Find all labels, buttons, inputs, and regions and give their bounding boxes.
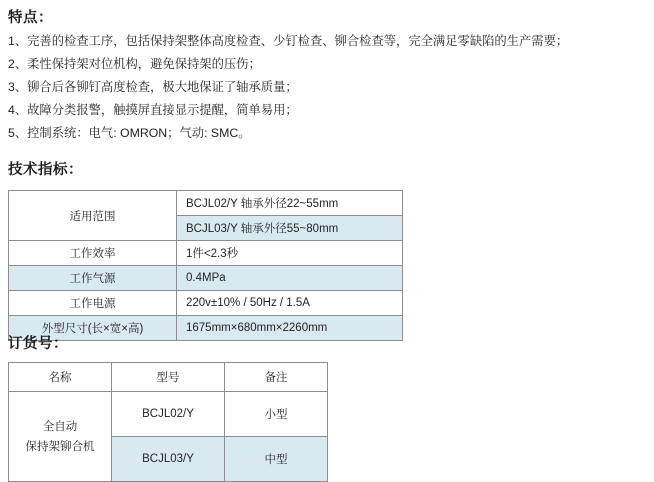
- spec-value: 1675mm×680mm×2260mm: [177, 316, 403, 341]
- spec-value: 0.4MPa: [177, 266, 403, 291]
- table-row: [9, 392, 328, 437]
- remark-cell: 小型: [225, 392, 328, 437]
- list-item: 5、控制系统：电气: OMRON；气动: SMC。: [8, 126, 251, 140]
- model-cell: BCJL03/Y: [112, 437, 225, 482]
- table-row: [9, 241, 403, 266]
- specifications-table: [8, 190, 403, 341]
- list-item: 3、铆合后各铆钉高度检查，极大地保证了轴承质量；: [8, 80, 298, 94]
- column-header-model: 型号: [112, 363, 225, 392]
- table-header-row: [9, 363, 328, 392]
- column-header-name: 名称: [9, 363, 112, 392]
- specs-heading: 技术指标：: [8, 162, 83, 178]
- features-heading: 特点：: [8, 10, 53, 26]
- table-row: [9, 266, 403, 291]
- list-item: 1、完善的检查工序，包括保持架整体高度检查、少钉检查、铆合检查等，完全满足零缺陷的生产需要；: [8, 34, 569, 48]
- features-list: [8, 30, 648, 145]
- spec-label: 外型尺寸(长×宽×高): [9, 316, 177, 341]
- list-item: 2、柔性保持架对位机构，避免保持架的压伤；: [8, 57, 261, 71]
- spec-value: BCJL02/Y 轴承外径22~55mm: [177, 191, 403, 216]
- spec-value: 1件<2.3秒: [177, 241, 403, 266]
- table-row: [9, 291, 403, 316]
- spec-label: 工作效率: [9, 241, 177, 266]
- list-item: 4、故障分类报警，触摸屏直接显示提醒，简单易用；: [8, 103, 298, 117]
- order-heading: 订货号：: [8, 336, 68, 352]
- model-cell: BCJL02/Y: [112, 392, 225, 437]
- remark-cell: 中型: [225, 437, 328, 482]
- spec-label: 工作气源: [9, 266, 177, 291]
- spec-value: 220v±10% / 50Hz / 1.5A: [177, 291, 403, 316]
- spec-label: 适用范围: [9, 191, 177, 241]
- order-table: [8, 362, 328, 482]
- product-name-cell: [9, 392, 112, 482]
- table-row: [9, 191, 403, 216]
- product-name-line: 全自动: [42, 420, 78, 433]
- spec-label: 工作电源: [9, 291, 177, 316]
- product-name-line: 保持架铆合机: [25, 440, 95, 453]
- spec-value: BCJL03/Y 轴承外径55~80mm: [177, 216, 403, 241]
- column-header-remark: 备注: [225, 363, 328, 392]
